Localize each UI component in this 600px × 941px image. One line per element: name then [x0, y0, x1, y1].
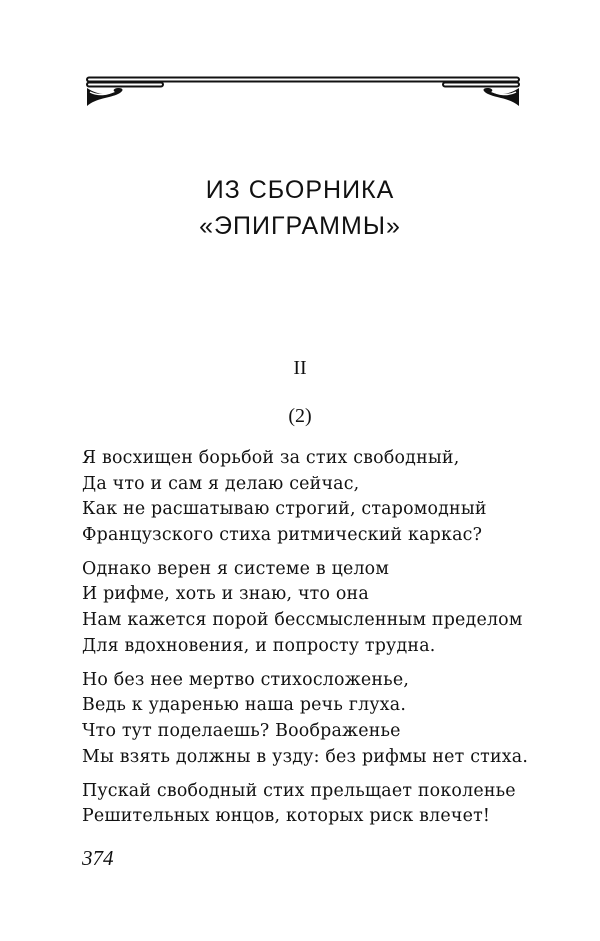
poem-line: И рифме, хоть и знаю, что она — [82, 584, 369, 605]
stanza — [82, 668, 528, 770]
stanza — [82, 779, 528, 830]
page-number: 374 — [82, 846, 114, 870]
poem-number: (2) — [288, 405, 312, 427]
poem-line: Что тут поделаешь? Воображенье — [82, 720, 401, 741]
stanza — [82, 446, 528, 548]
chapter-title-line1: ИЗ СБОРНИКА — [205, 176, 395, 204]
poem-line: Я восхищен борьбой за стих свободный, — [82, 448, 460, 468]
poem-line: Как не расшатываю строгий, старомодный — [82, 499, 487, 520]
poem-line: Французского стиха ритмический каркас? — [82, 524, 483, 545]
poem-line: Решительных юнцов, которых риск влечет! — [82, 806, 491, 827]
poem-line: Мы взять должны в узду: без рифмы нет стиха. — [82, 746, 529, 767]
poem-line: Однако верен я системе в целом — [82, 558, 390, 579]
poem-line: Ведь к ударенью наша речь глуха. — [82, 695, 407, 716]
poem-line: Нам кажется порой бессмысленным пределом — [82, 610, 523, 631]
chapter-title-line2: «ЭПИГРАММЫ» — [199, 212, 401, 240]
poem-line: Да что и сам я делаю сейчас, — [82, 473, 360, 494]
section-roman-numeral: II — [293, 357, 307, 379]
poem-line: Но без нее мертво стихосложенье, — [82, 669, 410, 690]
poem-line: Для вдохновения, и попросту трудна. — [82, 635, 436, 656]
stanza — [82, 557, 528, 659]
poem-body — [82, 446, 528, 838]
header-ornament — [86, 76, 520, 106]
poem-line: Пускай свободный стих прельщает поколенье — [82, 780, 516, 801]
